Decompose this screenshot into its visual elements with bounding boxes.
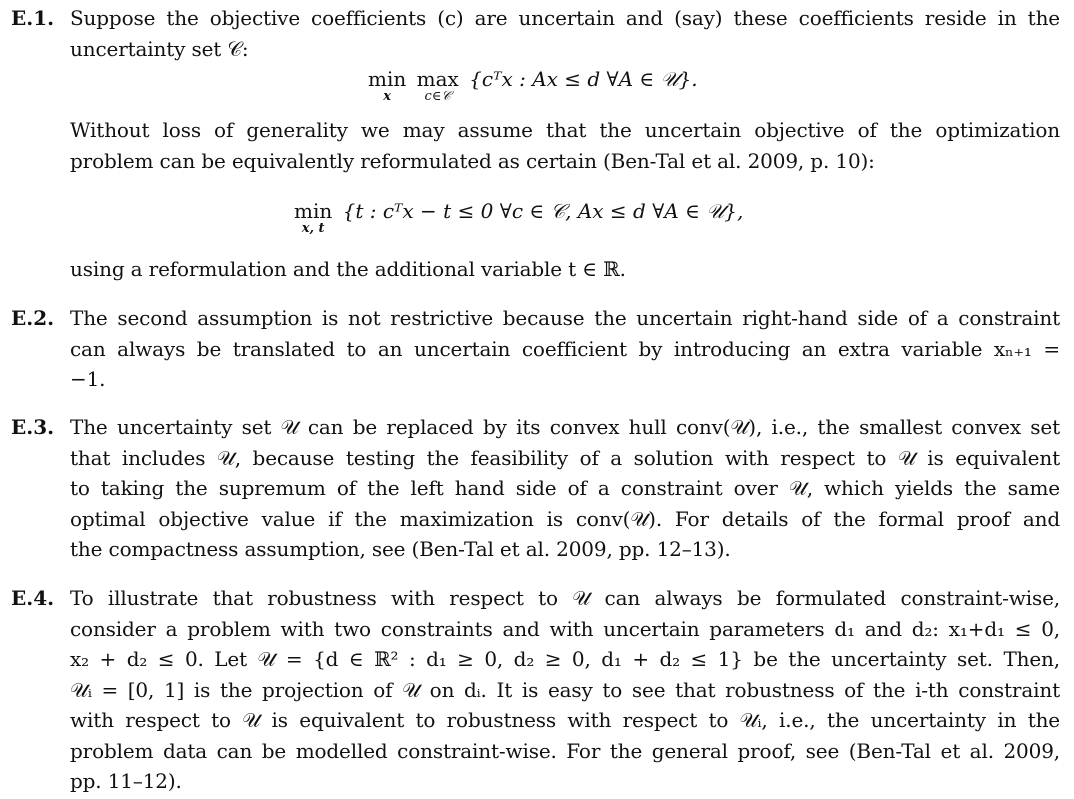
operator-min: min x [368, 67, 407, 104]
paragraph-line: The uncertainty set 𝒰 can be replaced by its convex hull conv(𝒰), i.e., the smallest convex set [70, 415, 1060, 439]
paragraph-line: −1. [70, 367, 106, 391]
paragraph-line: optimal objective value if the maximization is conv(𝒰). For details of the formal proof and [70, 507, 1060, 531]
paragraph-line: problem data can be modelled constraint-wise. For the general proof, see (Ben-Tal et al. 2009, [70, 739, 1060, 763]
paragraph-line: that includes 𝒰, because testing the feasibility of a solution with respect to 𝒰 is equivalent [70, 446, 1060, 470]
paragraph-line: to taking the supremum of the left hand side of a constraint over 𝒰, which yields the same [70, 476, 1060, 500]
note-label: E.3. [11, 415, 55, 439]
paragraph-line: can always be translated to an uncertain coefficient by introducing an extra variable xₙ₊₁ = [70, 337, 1060, 361]
paragraph-line: x₂ + d₂ ≤ 0. Let 𝒰 = {d ∈ ℝ² : d₁ ≥ 0, d₂ ≥ 0, d₁ + d₂ ≤ 1} be the uncertainty set. Then, [70, 647, 1060, 671]
paragraph-line: The second assumption is not restrictive because the uncertain right-hand side of a constraint [70, 306, 1060, 330]
paragraph-line: 𝒰ᵢ = [0, 1] is the projection of 𝒰 on dᵢ. It is easy to see that robustness of the i-th constraint [70, 678, 1060, 702]
equation-1 [368, 64, 698, 104]
equation-2 [294, 196, 744, 236]
operator-min: min x, t [294, 199, 333, 236]
paragraph-line: Without loss of generality we may assume that the uncertain objective of the optimization [70, 118, 1060, 142]
paragraph-line: pp. 11–12). [70, 769, 182, 793]
paragraph-line: using a reformulation and the additional variable t ∈ ℝ. [70, 257, 626, 281]
paragraph-line: To illustrate that robustness with respect to 𝒰 can always be formulated constraint-wise, [70, 586, 1060, 610]
equation-body: {cᵀx : Ax ≤ d ∀A ∈ 𝒰}. [469, 67, 698, 91]
note-label: E.2. [11, 306, 55, 330]
paragraph-line: with respect to 𝒰 is equivalent to robustness with respect to 𝒰ᵢ, i.e., the uncertainty in the [70, 708, 1060, 732]
operator-max: max c∈𝒞 [416, 67, 459, 104]
paragraph-line: problem can be equivalently reformulated as certain (Ben-Tal et al. 2009, p. 10): [70, 149, 875, 173]
paragraph-line: consider a problem with two constraints and with uncertain parameters d₁ and d₂: x₁+d₁ ≤ 0, [70, 617, 1060, 641]
equation-body: {t : cᵀx − t ≤ 0 ∀c ∈ 𝒞, Ax ≤ d ∀A ∈ 𝒰}, [342, 199, 744, 223]
note-label: E.1. [11, 6, 55, 30]
paragraph-line: the compactness assumption, see (Ben-Tal et al. 2009, pp. 12–13). [70, 537, 731, 561]
paragraph-line: uncertainty set 𝒞: [70, 37, 249, 61]
note-label: E.4. [11, 586, 55, 610]
paragraph-line: Suppose the objective coefficients (c) are uncertain and (say) these coefficients reside in the [70, 6, 1060, 30]
